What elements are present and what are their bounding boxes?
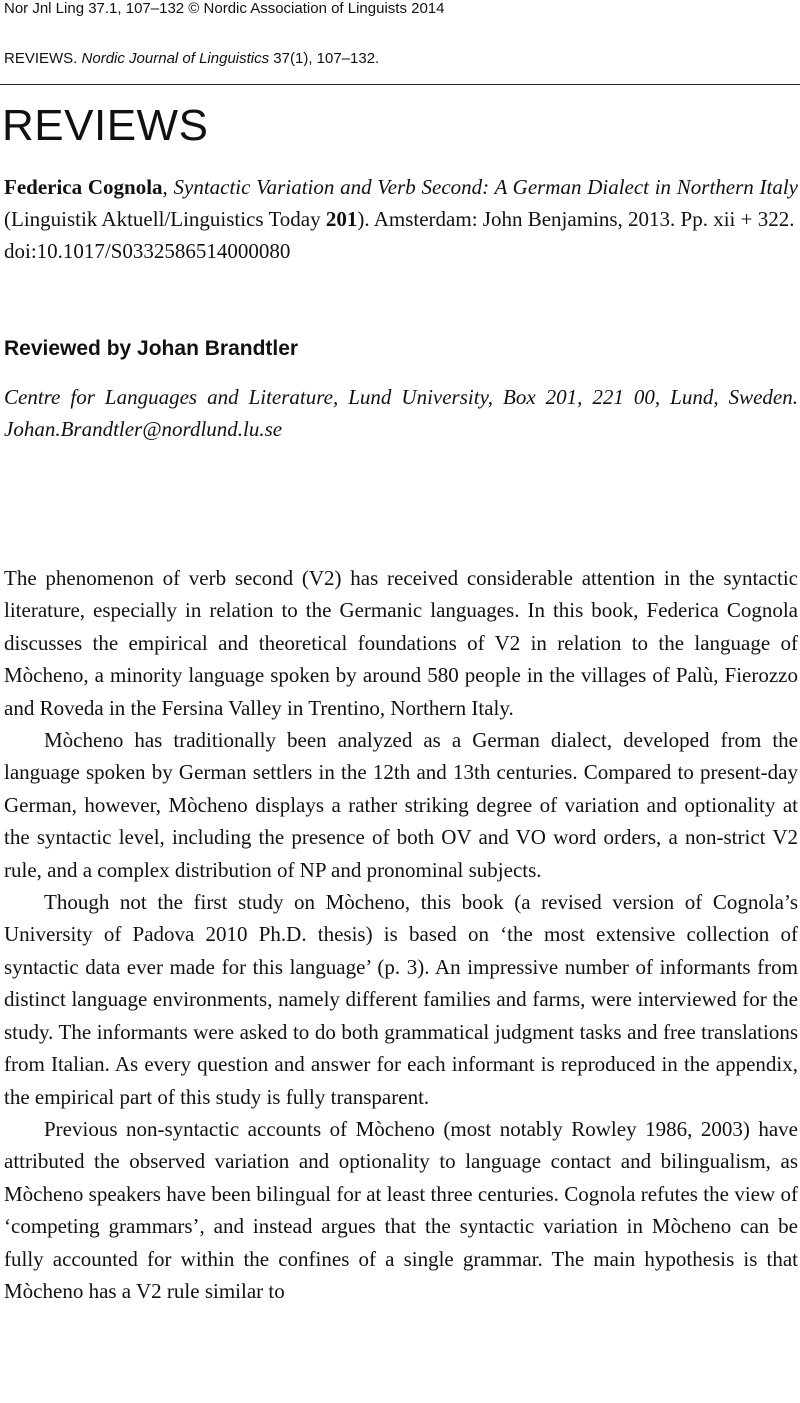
citation-title: Syntactic Variation and Verb Second: A German Dialect in Northern Italy <box>173 175 798 199</box>
running-head <box>4 50 379 68</box>
body-paragraph-2: Mòcheno has traditionally been analyzed as a German dialect, developed from the language spoken by German settlers in the 12th and 13th centuries. Compared to present-day German, however, Mòcheno displays a rather striking degree of variation and optionality at the syntactic level, including the presence of both OV and VO word orders, a non-strict V2 rule, and a complex distribution of NP and pronominal subjects. <box>4 728 798 882</box>
citation-author: Federica Cognola <box>4 175 163 199</box>
body-paragraph-1: The phenomenon of verb second (V2) has received considerable attention in the syntactic literature, especially in relation to the Germanic languages. In this book, Federica Cognola discusses the empirical and theoretical foundations of V2 in relation to the language of Mòcheno, a minority language spoken by around 580 people in the villages of Palù, Fierozzo and Roveda in the Fersina Valley in Trentino, Northern Italy. <box>4 566 798 720</box>
journal-line: Nor Jnl Ling 37.1, 107–132 © Nordic Association of Linguists 2014 <box>4 0 445 17</box>
running-head-journal: Nordic Journal of Linguistics <box>81 50 270 67</box>
citation-series-number: 201 <box>325 207 358 231</box>
header-rule <box>0 84 800 85</box>
section-title: REVIEWS <box>2 101 209 150</box>
book-citation: Federica Cognola, Syntactic Variation and Verb Second: A German Dialect in Northern Italy (Linguistik Aktuell/Linguistics Today 201). Amsterdam: John Benjamins, 2013. Pp. xii + 322. doi:10.1017/S0332586514000080 <box>4 175 798 263</box>
review-body <box>4 562 798 1307</box>
running-head-volume: 37(1), 107–132. <box>273 50 380 67</box>
reviewer-affiliation: Centre for Languages and Literature, Lund University, Box 201, 221 00, Lund, Sweden. Johan.Brandtler@nordlund.lu.se <box>4 385 798 441</box>
citation-doi: doi:10.1017/S0332586514000080 <box>4 239 291 263</box>
reviewer-byline: Reviewed by Johan Brandtler <box>4 337 299 360</box>
body-paragraph-4: Previous non-syntactic accounts of Mòcheno (most notably Rowley 1986, 2003) have attributed the observed variation and optionality to language contact and bilingualism, as Mòcheno speakers have been bilingual for at least three centuries. Cognola refutes the view of ‘competing grammars’, and instead argues that the syntactic variation in Mòcheno can be fully accounted for within the confines of a single grammar. The main hypothesis is that Mòcheno has a V2 rule similar to <box>4 1116 798 1303</box>
running-head-prefix: REVIEWS. <box>4 50 78 67</box>
citation-publisher: ). Amsterdam: John Benjamins, 2013. Pp. xii + 322. <box>357 207 795 231</box>
body-paragraph-3: Though not the first study on Mòcheno, this book (a revised version of Cognola’s University of Padova 2010 Ph.D. thesis) is based on ‘the most extensive collection of syntactic data ever made for this language’ (p. 3). An impressive number of informants from distinct language environments, namely different families and farms, were interviewed for the study. The informants were asked to do both grammatical judgment tasks and free translations from Italian. As every question and answer for each informant is reproduced in the appendix, the empirical part of this study is fully transparent. <box>4 890 798 1109</box>
citation-series: (Linguistik Aktuell/Linguistics Today <box>4 207 321 231</box>
